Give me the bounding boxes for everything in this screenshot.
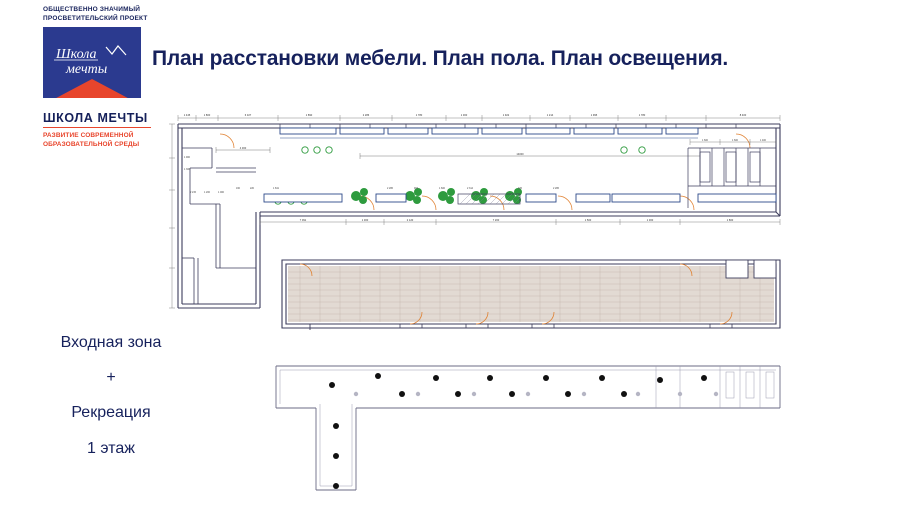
logo-base-shape: [43, 98, 141, 105]
dim-left-1: 1 900: [184, 156, 190, 159]
logo-divider: [43, 127, 151, 129]
dim-top-10: 1 995: [590, 114, 598, 117]
dim-left-3: 2 215: [190, 191, 196, 194]
logo-kicker-line1: ОБЩЕСТВЕННО ЗНАЧИМЫЙ: [43, 6, 141, 13]
dim-bottom-2: 1 300: [361, 219, 369, 222]
dim-left-5: 1 000: [218, 191, 224, 194]
svg-text:мечты: мечты: [66, 61, 108, 77]
dim-right-2: 1 600: [732, 139, 738, 142]
dim-top-5: 2 286: [362, 114, 370, 117]
secondary-fixtures: [354, 392, 718, 396]
dim-4300: 4 300: [239, 147, 247, 150]
svg-text:Школа: Школа: [56, 46, 97, 62]
dim-mid-4: 2 286: [387, 187, 393, 190]
caption-line-3: 1 этаж: [87, 439, 135, 457]
logo-script-icon: [52, 43, 132, 77]
dim-bottom-5: 1 500: [584, 219, 592, 222]
logo-kicker-line2: ПРОСВЕТИТЕЛЬСКИЙ ПРОЕКТ: [43, 14, 148, 22]
dim-top-9: 1 214: [546, 114, 554, 117]
dim-top-3: 6 327: [244, 114, 252, 117]
dim-bottom-6: 1 300: [646, 219, 654, 222]
dim-mid-6: 1 600: [439, 187, 445, 190]
drawings-container: [160, 108, 800, 498]
floor-hatch-area: [288, 266, 774, 322]
dim-mid-7: 2 314: [467, 187, 473, 190]
dim-mid-9: 2 286: [553, 187, 559, 190]
plans-svg: [160, 108, 800, 498]
dim-mid-5: 903: [414, 187, 418, 190]
dim-mid-3: 1 841: [273, 187, 279, 190]
dim-bottom-1: 7 091: [299, 219, 307, 222]
dim-top-11: 1 780: [638, 114, 646, 117]
dim-bottom-3: 2 120: [406, 219, 414, 222]
logo-name: ШКОЛА МЕЧТЫ: [43, 110, 148, 125]
caption-plus: +: [106, 369, 116, 387]
dim-mid-2: 220: [250, 187, 254, 190]
lighting-plan: [276, 366, 780, 490]
logo-mark: [43, 27, 141, 105]
dim-left-2: 1 300: [184, 168, 190, 171]
floor-plan: [282, 260, 780, 330]
dim-top-2: 1 800: [203, 114, 211, 117]
dim-top-12: 8 400: [739, 114, 747, 117]
dim-top-8: 1 922: [502, 114, 510, 117]
dim-right-3: 1 400: [760, 139, 766, 142]
caption-line-2: Рекреация: [71, 404, 151, 422]
dim-bottom-7: 1 800: [726, 219, 734, 222]
dim-top-7: 1 300: [460, 114, 468, 117]
logo-block: [32, 6, 152, 149]
dim-mid-1: 160: [236, 187, 240, 190]
furniture-row-bottom: [264, 194, 776, 204]
dim-right-1: 1 600: [702, 139, 708, 142]
furniture-row-top: [280, 128, 698, 134]
dim-top-4: 1 890: [305, 114, 313, 117]
logo-subtitle: [43, 131, 152, 149]
caption-line-1: Входная зона: [60, 334, 162, 351]
logo-kicker: [43, 6, 152, 24]
dim-left-4: 1 200: [204, 191, 210, 194]
dim-14000: 14000: [516, 153, 524, 156]
page-title: План расстановки мебели. План пола. План освещения.: [152, 47, 729, 70]
logo-sub-line2: ОБРАЗОВАТЕЛЬНОЙ СРЕДЫ: [43, 141, 140, 149]
dim-bottom-4: 7 200: [492, 219, 500, 222]
dim-top-1: 1 445: [183, 114, 191, 117]
logo-sub-line1: РАЗВИТИЕ СОВРЕМЕННОЙ: [43, 132, 134, 140]
light-fixtures: [329, 373, 707, 489]
dim-mid-8: 326: [518, 187, 522, 190]
dim-top-6: 1 780: [415, 114, 423, 117]
